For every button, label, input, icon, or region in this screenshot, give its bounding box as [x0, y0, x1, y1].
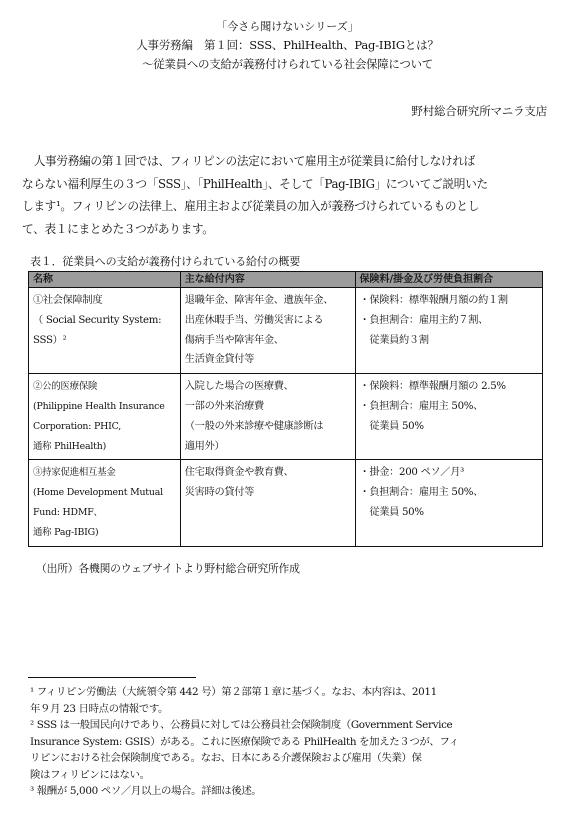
cell-benefits: [180, 374, 355, 460]
cell-line: Corporation: PHIC,: [33, 420, 122, 432]
table-row: [29, 460, 543, 546]
cell-line: 一部の外来治療費: [184, 400, 264, 412]
cell-line: ・負担割合：雇用主 50%、: [359, 487, 484, 499]
cell-line: 出産休暇手当、労働災害による: [184, 314, 324, 326]
document-subtitle: ～従業員への支給が義務付けられている社会保障について: [142, 57, 433, 71]
header-name: 名称: [29, 272, 181, 288]
cell-name: [29, 374, 181, 460]
cell-line: ①社会保障制度: [33, 295, 103, 306]
intro-line: て、表１にまとめた３つがあります。: [22, 221, 214, 236]
cell-line: 退職年金、障害年金、遺族年金、: [184, 295, 334, 306]
cell-line: 適用外）: [184, 440, 225, 452]
cell-line: 通称 PhilHealth): [33, 440, 107, 452]
benefits-table: [28, 271, 543, 547]
table-header-row: [29, 272, 543, 288]
table-row: [29, 288, 543, 374]
cell-line: ・負担割合：雇用主 50%、: [359, 400, 484, 412]
header-contribution: 保険料/掛金及び労使負担割合: [355, 272, 543, 288]
cell-contribution: [355, 288, 543, 374]
cell-line: 災害時の貸付等: [184, 487, 255, 499]
author-organization: 野村総合研究所マニラ支店: [411, 104, 547, 118]
footnotes: [30, 684, 550, 800]
footnote-line: リピンにおける社会保険制度である。なお、日本にある介護保険および雇用（失業）保: [30, 752, 422, 764]
cell-line: ②公的医療保険: [33, 381, 98, 393]
footnote-divider: [28, 677, 196, 678]
cell-contribution: [355, 374, 543, 460]
cell-line: Fund: HDMF、: [33, 506, 103, 518]
cell-line: 入院した場合の医療費、: [184, 381, 294, 393]
table-row: [29, 374, 543, 460]
footnote-line: 険はフィリピンにはない。: [30, 768, 150, 781]
cell-line: （一般の外来診療や健康診断は: [184, 420, 324, 432]
intro-line: ならない福利厚生の３つ「SSS」、「PhilHealth」、そして「Pag-IBIG」についてご説明いた: [22, 176, 488, 191]
footnote-line: ³ 報酬が 5,000 ペソ／月以上の場合。詳細は後述。: [30, 785, 262, 797]
footnote-line: ¹ フィリピン労働法（大統領令第 442 号）第２部第１章に基づく。なお、本内容は、2011: [30, 686, 437, 698]
cell-line: 生活資金貸付等: [184, 354, 255, 366]
table-caption: 表１．従業員への支給が義務付けられている給付の概要: [30, 255, 300, 268]
cell-line: ・掛金：200 ペソ／月³: [359, 467, 464, 479]
cell-line: 従業員 50%: [359, 420, 424, 432]
series-label: 「今さら聞けないシリーズ」: [216, 20, 359, 33]
cell-contribution: [355, 460, 543, 546]
cell-line: 住宅取得資金や教育費、: [184, 467, 294, 479]
cell-line: ③持家促進相互基金: [33, 467, 116, 479]
header-benefits: 主な給付内容: [180, 272, 355, 288]
cell-line: (Home Development Mutual: [33, 487, 163, 499]
cell-name: [29, 460, 181, 546]
cell-line: ・保険料：標準報酬月額の 2.5%: [359, 381, 506, 393]
cell-line: SSS）²: [33, 334, 67, 346]
footnote-line: ² SSS は一般国民向けであり、公務員に対しては公務員社会保険制度（Government Service: [30, 719, 453, 731]
cell-benefits: [180, 460, 355, 546]
cell-name: [29, 288, 181, 374]
cell-line: 傷病手当や障害年金、: [184, 334, 284, 346]
cell-line: ・負担割合：雇用主約７割、: [359, 314, 489, 326]
cell-line: 従業員約３割: [359, 334, 429, 346]
cell-line: （ Social Security System:: [33, 314, 162, 326]
cell-benefits: [180, 288, 355, 374]
cell-line: (Philippine Health Insurance: [33, 400, 165, 412]
intro-paragraph: [22, 150, 552, 240]
cell-line: ・保険料：標準報酬月額の約１割: [359, 295, 508, 306]
intro-line: します¹。フィリピンの法律上、雇用主および従業員の加入が義務づけられているものとし: [22, 199, 479, 213]
footnote-line: Insurance System: GSIS）がある。これに医療保険である PhilHealth を加えた３つが、フィ: [30, 735, 459, 748]
cell-line: 通称 Pag-IBIG): [33, 526, 99, 538]
cell-line: 従業員 50%: [359, 506, 424, 518]
footnote-line: 年９月 23 日時点の情報です。: [30, 702, 169, 715]
table-source: （出所）各機関のウェブサイトより野村総合研究所作成: [36, 562, 300, 575]
intro-line: 人事労務編の第１回では、フィリピンの法定において雇用主が従業員に給付しなければ: [33, 154, 475, 168]
document-title: 人事労務編 第１回：SSS、PhilHealth、Pag-IBIGとは？: [136, 38, 439, 52]
